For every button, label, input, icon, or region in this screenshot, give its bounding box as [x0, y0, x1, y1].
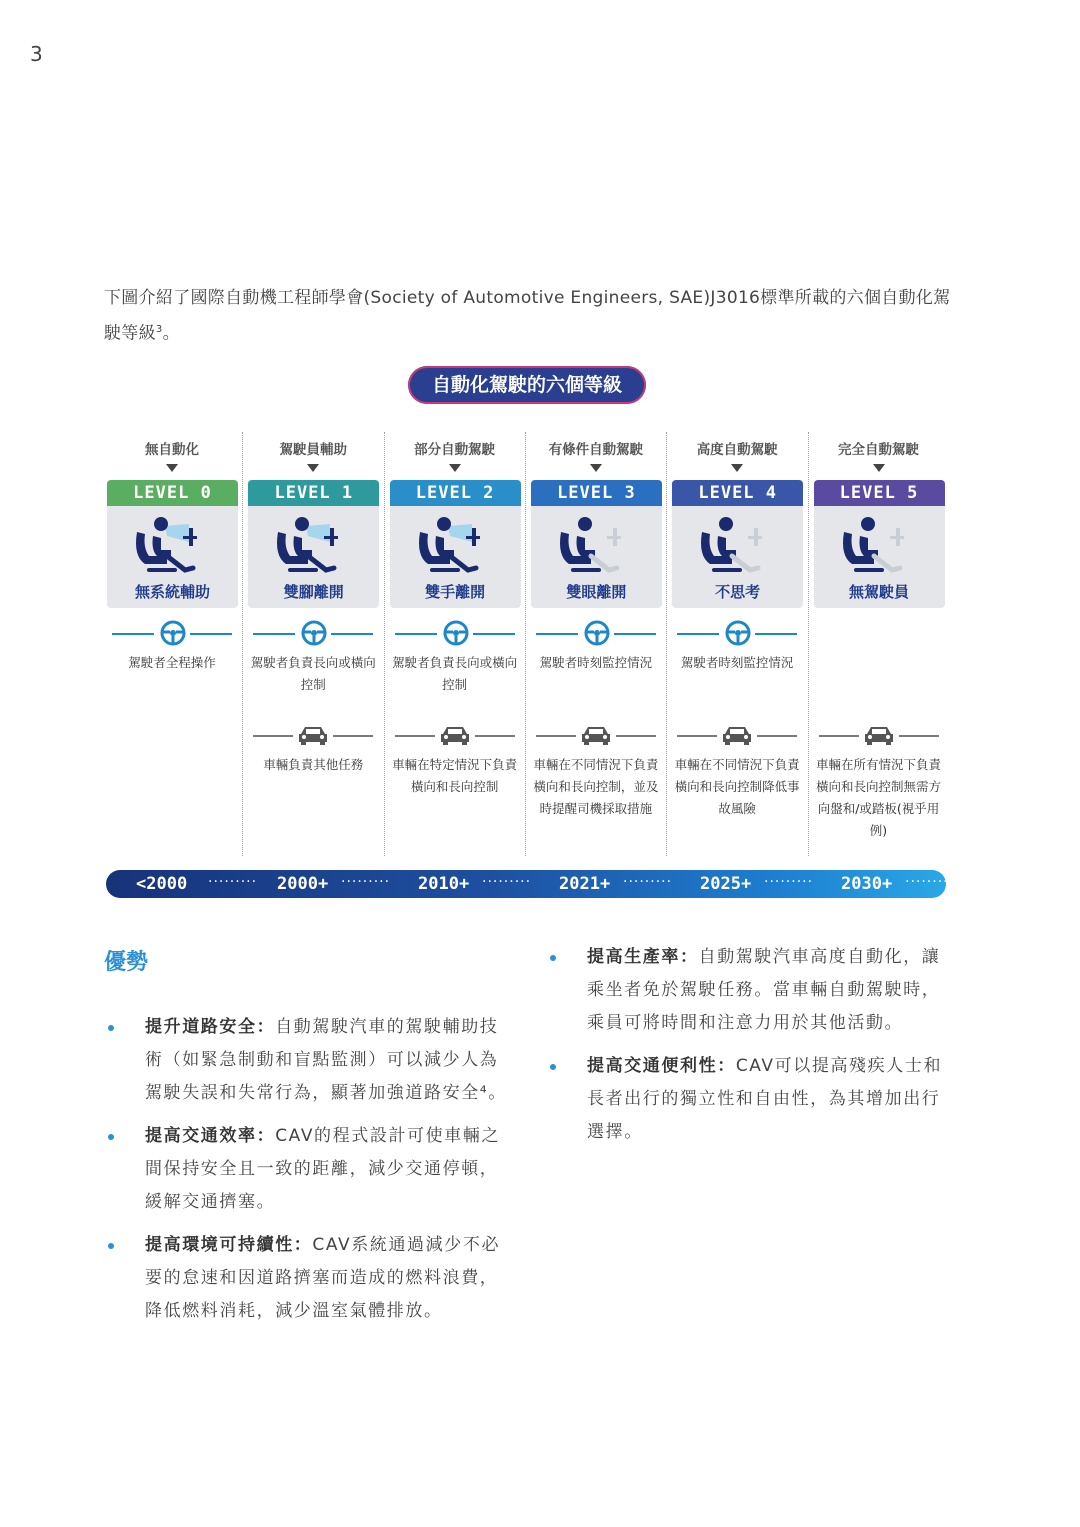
bullet-item: [104, 1229, 514, 1328]
divider-line: [616, 735, 656, 737]
bullet-dot: [550, 1064, 556, 1070]
vehicle-responsibility: 車輛在不同情況下負責橫向和長向控制，並及時提醒司機採取措施: [533, 757, 659, 816]
column-separator: [384, 432, 385, 856]
level-caption: 無駕駛員: [848, 583, 909, 601]
vehicle-role-divider: [536, 722, 656, 748]
driver-responsibility: 駕駛者時刻監控情況: [539, 655, 653, 670]
advantages-right: [546, 941, 956, 1159]
divider-line: [395, 633, 437, 635]
level-card: [531, 480, 662, 608]
divider-line: [331, 633, 373, 635]
timeline-label: 2000+: [277, 874, 329, 894]
column-separator: [808, 432, 809, 856]
bullet-text: CAV的程式設計可使車輛之間保持安全且一致的距離，減少交通停頓，緩解交通擠塞。: [145, 1126, 501, 1212]
timeline-label: 2010+: [418, 874, 470, 894]
bullet-item: [104, 1011, 514, 1110]
divider-line: [536, 633, 578, 635]
steering-wheel-icon: [160, 620, 186, 646]
bullet-heading: 提升道路安全：: [145, 1017, 276, 1037]
level-column: [669, 430, 805, 856]
driver-responsibility: 駕駛者時刻監控情況: [680, 655, 794, 670]
driver-seat-icon: [551, 512, 641, 578]
driver-role-divider: [395, 620, 515, 646]
vehicle-role-divider: [677, 722, 797, 748]
level-caption: 雙手離開: [425, 583, 486, 601]
figure-title: 自動化駕駛的六個等級: [408, 366, 646, 404]
level-badge: LEVEL 2: [390, 480, 521, 506]
divider-line: [395, 735, 435, 737]
level-column: [528, 430, 664, 856]
level-badge: LEVEL 4: [672, 480, 803, 506]
bullet-item: [546, 941, 956, 1040]
level-caption: 雙眼離開: [566, 583, 627, 601]
bullet-item: [546, 1050, 956, 1149]
timeline-label: 2025+: [700, 874, 752, 894]
vehicle-role-divider: [819, 722, 939, 748]
divider-line: [614, 633, 656, 635]
level-column: [104, 430, 240, 856]
level-label: 有條件自動駕駛: [548, 442, 644, 458]
arrow-down-icon: [731, 464, 743, 472]
level-label: 完全自動駕駛: [838, 442, 919, 458]
timeline-dots: ·········: [208, 874, 258, 890]
arrow-down-icon: [873, 464, 885, 472]
steering-wheel-icon: [584, 620, 610, 646]
level-badge: LEVEL 5: [814, 480, 945, 506]
timeline-bar: [106, 870, 955, 898]
divider-line: [112, 633, 154, 635]
vehicle-responsibility: 車輛在不同情況下負責橫向和長向控制降低事故風險: [674, 757, 800, 816]
bullet-heading: 提高環境可持續性：: [145, 1235, 313, 1255]
column-separator: [525, 432, 526, 856]
level-column: [387, 430, 523, 856]
level-caption: 不思考: [715, 583, 761, 601]
arrow-down-icon: [449, 464, 461, 472]
column-separator: [242, 432, 243, 856]
bullet-heading: 提高生產率：: [587, 947, 699, 967]
vehicle-responsibility: 車輛在特定情況下負責橫向和長向控制: [392, 757, 518, 794]
divider-line: [473, 633, 515, 635]
car-icon: [297, 724, 329, 746]
level-label: 高度自動駕駛: [696, 442, 778, 458]
vehicle-responsibility: 車輛在所有情況下負責橫向和長向控制無需方向盤和/或踏板(視乎用例): [815, 757, 941, 838]
steering-wheel-icon: [301, 620, 327, 646]
car-icon: [863, 724, 895, 746]
divider-line: [757, 735, 797, 737]
level-caption: 無系統輔助: [134, 583, 210, 601]
bullet-text: 自動駕駛汽車的駕駛輔助技術（如緊急制動和盲點監測）可以減少人為駕駛失誤和失常行為，顯著加強道路安全⁴。: [145, 1017, 507, 1103]
bullet-text: CAV可以提高殘疾人士和長者出行的獨立性和自由性，為其增加出行選擇。: [587, 1056, 943, 1142]
driver-seat-icon: [268, 512, 358, 578]
bullet-dot: [108, 1025, 114, 1031]
driver-responsibility: 駕駛者負責長向或橫向控制: [250, 655, 376, 692]
bullet-text: 自動駕駛汽車高度自動化，讓乘坐者免於駕駛任務。當車輛自動駕駛時，乘員可將時間和注意力用於其他活動。: [587, 947, 941, 1033]
level-badge: LEVEL 0: [107, 480, 238, 506]
divider-line: [475, 735, 515, 737]
timeline-label: 2021+: [559, 874, 611, 894]
level-card: [672, 480, 803, 608]
divider-line: [677, 633, 719, 635]
car-icon: [721, 724, 753, 746]
timeline-label: <2000: [136, 874, 188, 894]
vehicle-responsibility: 車輛負責其他任務: [263, 757, 364, 772]
intro-end: 。: [162, 323, 180, 344]
driver-role-divider: [112, 620, 232, 646]
divider-line: [253, 735, 293, 737]
driver-role-divider: [677, 620, 797, 646]
driver-seat-icon: [834, 512, 924, 578]
timeline-dots: ·········: [482, 874, 532, 890]
arrow-down-icon: [166, 464, 178, 472]
bullet-text: CAV系統通過減少不必要的怠速和因道路擠塞而造成的燃料浪費，降低燃料消耗，減少溫室氣體排放。: [145, 1235, 501, 1321]
level-label: 駕駛員輔助: [279, 442, 348, 458]
arrow-down-icon: [590, 464, 602, 472]
driver-seat-icon: [127, 512, 217, 578]
level-caption: 雙腳離開: [283, 583, 344, 601]
level-label: 部分自動駕駛: [414, 442, 496, 458]
level-card: [390, 480, 521, 608]
timeline-label: 2030+: [841, 874, 893, 894]
footnote-ref: 3: [155, 324, 163, 335]
arrow-down-icon: [307, 464, 319, 472]
divider-line: [899, 735, 939, 737]
bullet-dot: [550, 955, 556, 961]
steering-wheel-icon: [443, 620, 469, 646]
level-badge: LEVEL 3: [531, 480, 662, 506]
driver-role-divider: [536, 620, 656, 646]
car-icon: [580, 724, 612, 746]
bullet-heading: 提高交通便利性：: [587, 1056, 736, 1076]
level-card: [248, 480, 379, 608]
intro-text: 下圖介紹了國際自動機工程師學會(Society of Automotive Engineers, SAE)J3016標準所載的六個自動化駕駛等級: [104, 288, 951, 344]
bullet-dot: [108, 1134, 114, 1140]
level-column: [811, 430, 947, 856]
steering-wheel-icon: [725, 620, 751, 646]
level-badge: LEVEL 1: [248, 480, 379, 506]
column-separator: [666, 432, 667, 856]
divider-line: [755, 633, 797, 635]
divider-line: [819, 735, 859, 737]
car-icon: [439, 724, 471, 746]
bullet-dot: [108, 1243, 114, 1249]
driver-seat-icon: [410, 512, 500, 578]
driver-responsibility: 駕駛者全程操作: [128, 655, 216, 670]
timeline-dots: ·········: [341, 874, 391, 890]
divider-line: [677, 735, 717, 737]
level-card: [107, 480, 238, 608]
timeline-dots: ·········: [623, 874, 673, 890]
level-card: [814, 480, 945, 608]
divider-line: [333, 735, 373, 737]
bullet-heading: 提高交通效率：: [145, 1126, 276, 1146]
page-number: 3: [30, 42, 43, 66]
advantages-left: [104, 1011, 514, 1338]
vehicle-role-divider: [253, 722, 373, 748]
section-title: 優勢: [104, 950, 149, 975]
divider-line: [536, 735, 576, 737]
divider-line: [190, 633, 232, 635]
divider-line: [253, 633, 295, 635]
levels-figure: [104, 430, 948, 860]
driver-role-divider: [253, 620, 373, 646]
level-column: [245, 430, 381, 856]
level-label: 無自動化: [145, 442, 199, 458]
vehicle-role-divider: [395, 722, 515, 748]
timeline-dots: ·········: [905, 874, 955, 890]
driver-responsibility: 駕駛者負責長向或橫向控制: [392, 655, 518, 692]
timeline-dots: ·········: [764, 874, 814, 890]
bullet-item: [104, 1120, 514, 1219]
intro-paragraph: [104, 283, 954, 350]
driver-seat-icon: [692, 512, 782, 578]
